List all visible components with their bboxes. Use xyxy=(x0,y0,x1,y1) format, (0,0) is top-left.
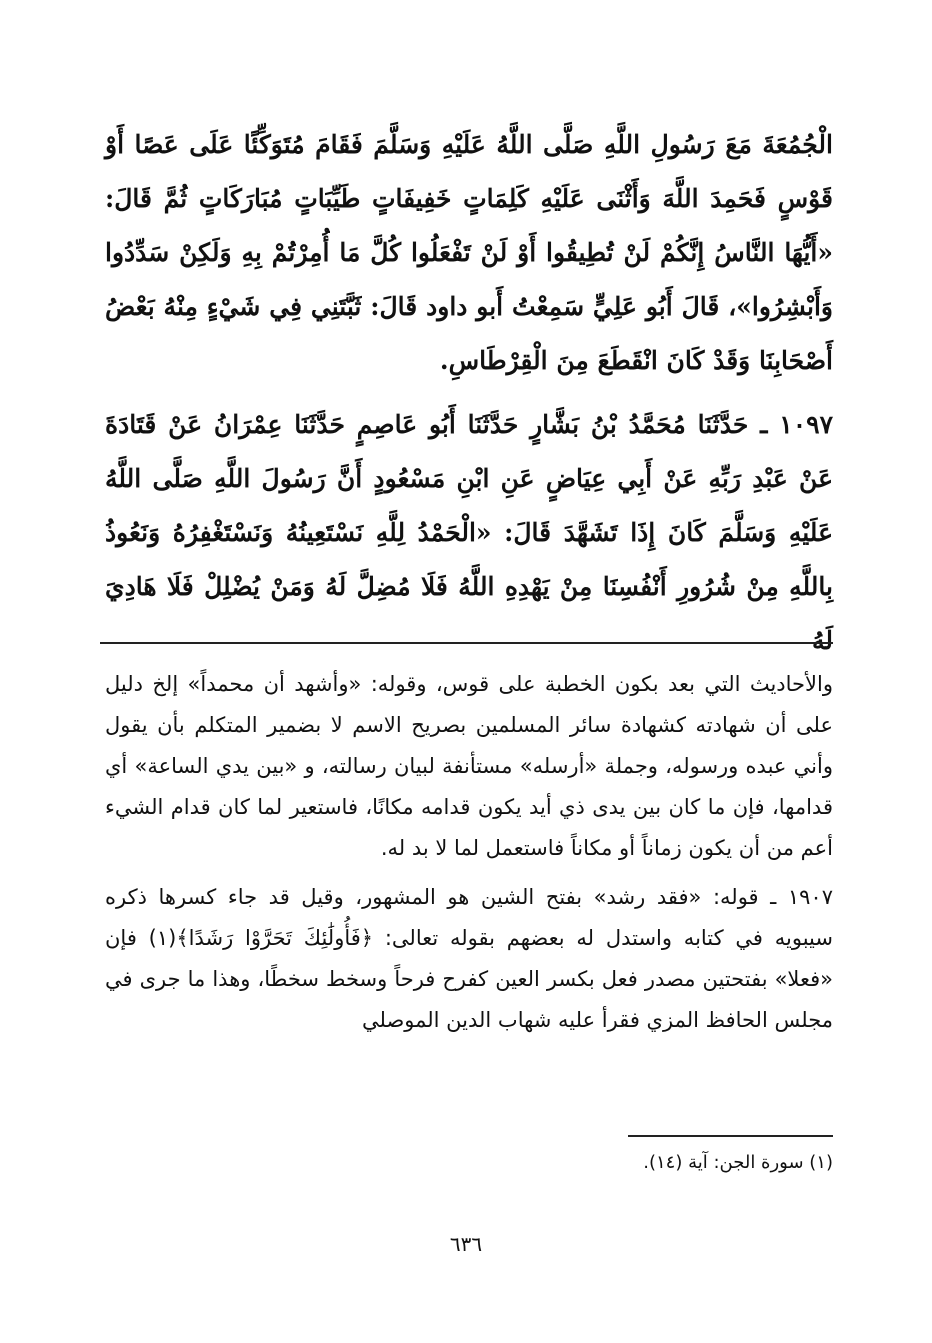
footnote: (١) سورة الجن: آية (١٤). xyxy=(643,1152,833,1173)
commentary-text xyxy=(105,664,833,1049)
footnote-divider xyxy=(628,1135,833,1137)
hadith-text xyxy=(105,118,833,678)
hadith-paragraph-1: الْجُمُعَةَ مَعَ رَسُولِ اللَّهِ صَلَّى اللَّهُ عَلَيْهِ وَسَلَّمَ فَقَامَ مُتَوَكِّئًا عَلَى عَصًا أَوْ قَوْسٍ فَحَمِدَ اللَّهَ وَأَثْنَى عَلَيْهِ كَلِمَاتٍ خَفِيفَاتٍ طَيِّبَاتٍ مُبَارَكَاتٍ ثُمَّ قَالَ: «أَيُّهَا النَّاسُ إِنَّكُمْ لَنْ تُطِيقُوا أَوْ لَنْ تَفْعَلُوا كُلَّ مَا أُمِرْتُمْ بِهِ وَلَكِنْ سَدِّدُوا وَأَبْشِرُوا»، قَالَ أَبُو عَلِيٍّ سَمِعْتُ أَبو داود قَالَ: ثَبَّتَنِي فِي شَيْءٍ مِنْهُ بَعْضُ أَصْحَابِنَا وَقَدْ كَانَ انْقَطَعَ مِنَ الْقِرْطَاسِ. xyxy=(105,130,833,375)
commentary-paragraph-2: ١٩٠٧ ـ قوله: «فقد رشد» بفتح الشين هو المشهور، وقيل قد جاء كسرها ذكره سيبويه في كتابه واستدل له بعضهم بقوله تعالى: ﴿فَأُولَٰئِكَ تَحَرَّوْا رَشَدًا﴾(١) فإن «فعلا» بفتحتين مصدر فعل بكسر العين كفرح فرحاً وسخط سخطًا، وهذا ما جرى في مجلس الحافظ المزي فقرأ عليه شهاب الدين الموصلي xyxy=(105,885,833,1032)
page-number: ٦٣٦ xyxy=(449,1232,483,1256)
commentary-paragraph-1: والأحاديث التي بعد بكون الخطبة على قوس، وقوله: «وأشهد أن محمداً» إلخ دليل على أن شهادته كشهادة سائر المسلمين بصريح الاسم لا بضمير المتكلم بأن يقول وأني عبده ورسوله، وجملة «أرسله» مستأنفة لبيان رسالته، و «بين يدي الساعة» أي قدامها، فإن ما كان بين يدى ذي أيد يكون قدامه مكانًا، فاستعير لما كان قدام الشيء أعم من أن يكون زماناً أو مكاناً فاستعمل لما لا بد له. xyxy=(105,672,833,860)
text-commentary-divider xyxy=(100,642,833,644)
hadith-paragraph-2: ١٠٩٧ ـ حَدَّثَنَا مُحَمَّدُ بْنُ بَشَّارٍ حَدَّثَنَا أَبُو عَاصِمٍ حَدَّثَنَا عِمْرَانُ عَنْ قَتَادَةَ عَنْ عَبْدِ رَبِّهِ عَنْ أَبِي عِيَاضٍ عَنِ ابْنِ مَسْعُودٍ أَنَّ رَسُولَ اللَّهِ صَلَّى اللَّهُ عَلَيْهِ وَسَلَّمَ كَانَ إِذَا تَشَهَّدَ قَالَ: «الْحَمْدُ لِلَّهِ نَسْتَعِينُهُ وَنَسْتَغْفِرُهُ وَنَعُوذُ بِاللَّهِ مِنْ شُرُورِ أَنْفُسِنَا مِنْ يَهْدِهِ اللَّهُ فَلَا مُضِلَّ لَهُ وَمَنْ يُضْلِلْ فَلَا هَادِيَ لَهُ xyxy=(105,410,833,655)
